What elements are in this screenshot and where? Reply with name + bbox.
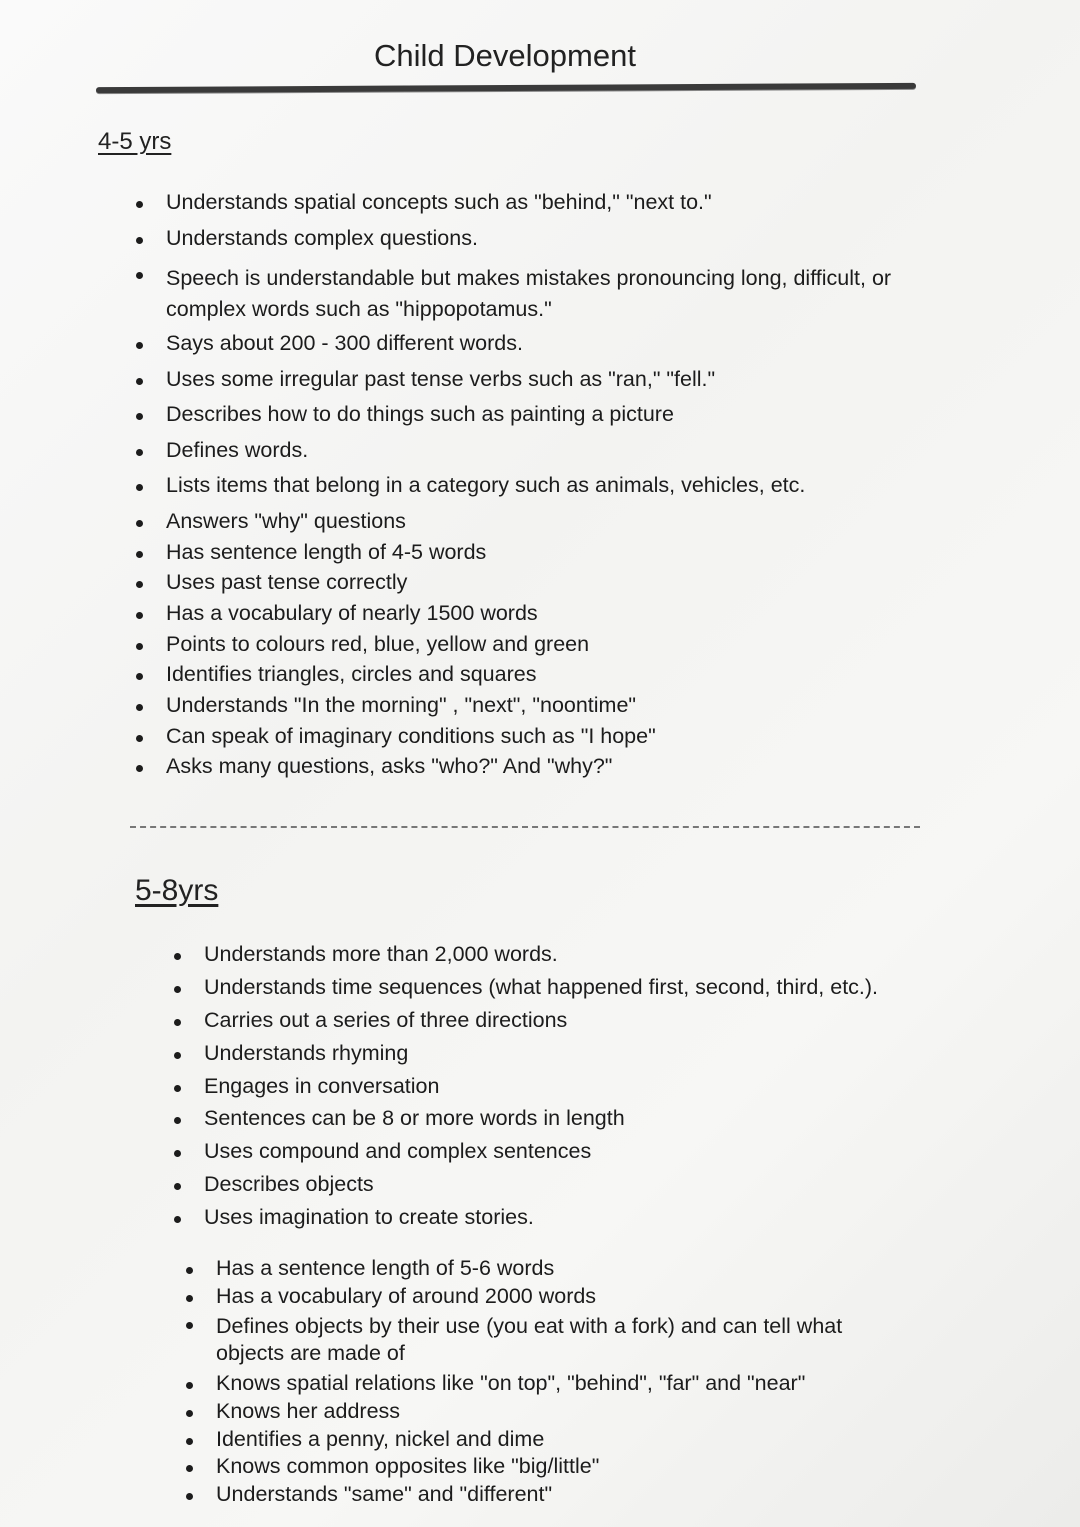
milestone-list-5-8-yrs-continued (182, 1258, 902, 1512)
list-item: Knows her address (182, 1401, 902, 1423)
list-item: Knows common opposites like "big/little" (182, 1456, 902, 1478)
list-item: Carries out a series of three directions (170, 1010, 940, 1032)
list-item: Has a vocabulary of around 2000 words (182, 1286, 902, 1308)
list-item: Uses imagination to create stories. (170, 1207, 940, 1229)
page-title: Child Development (374, 38, 636, 73)
list-item: Uses some irregular past tense verbs such as "ran," "fell." (132, 369, 892, 391)
milestone-list-5-8-yrs (170, 944, 940, 1240)
list-item: Uses past tense correctly (132, 572, 892, 594)
list-item: Understands "same" and "different" (182, 1484, 902, 1506)
list-item: Answers "why" questions (132, 511, 892, 533)
list-item: Identifies a penny, nickel and dime (182, 1429, 902, 1451)
list-item: Engages in conversation (170, 1076, 940, 1098)
list-item: Asks many questions, asks "who?" And "why?" (132, 756, 892, 778)
section-heading-4-5-yrs: 4-5 yrs (98, 128, 172, 155)
list-item: Has a sentence length of 5-6 words (182, 1258, 902, 1280)
list-item: Describes how to do things such as painting a picture (132, 404, 892, 426)
list-item: Understands "In the morning" , "next", "noontime" (132, 695, 892, 717)
list-item: Points to colours red, blue, yellow and green (132, 634, 892, 656)
list-item: Understands spatial concepts such as "behind," "next to." (132, 192, 892, 214)
list-item: Understands more than 2,000 words. (170, 944, 940, 966)
list-item: Knows spatial relations like "on top", "behind", "far" and "near" (182, 1373, 902, 1395)
list-item: Sentences can be 8 or more words in length (170, 1108, 940, 1130)
list-item: Understands rhyming (170, 1043, 940, 1065)
list-item: Has a vocabulary of nearly 1500 words (132, 603, 892, 625)
list-item: Understands complex questions. (132, 228, 892, 250)
list-item: Describes objects (170, 1174, 940, 1196)
list-item: Defines objects by their use (you eat with a fork) and can tell what objects are made of (182, 1313, 902, 1367)
milestone-list-4-5-yrs (132, 192, 892, 787)
list-item: Identifies triangles, circles and squares (132, 664, 892, 686)
list-item: Uses compound and complex sentences (170, 1141, 940, 1163)
list-item: Speech is understandable but makes mistakes pronouncing long, difficult, or complex words such as "hippopotamus." (132, 263, 892, 325)
list-item: Has sentence length of 4-5 words (132, 542, 892, 564)
list-item: Understands time sequences (what happened first, second, third, etc.). (170, 977, 940, 999)
list-item: Says about 200 - 300 different words. (132, 333, 892, 355)
dashed-section-divider (130, 826, 920, 828)
list-item: Can speak of imaginary conditions such as "I hope" (132, 726, 892, 748)
list-item: Defines words. (132, 440, 892, 462)
list-item: Lists items that belong in a category such as animals, vehicles, etc. (132, 475, 892, 497)
section-heading-5-8-yrs: 5-8yrs (135, 874, 219, 907)
